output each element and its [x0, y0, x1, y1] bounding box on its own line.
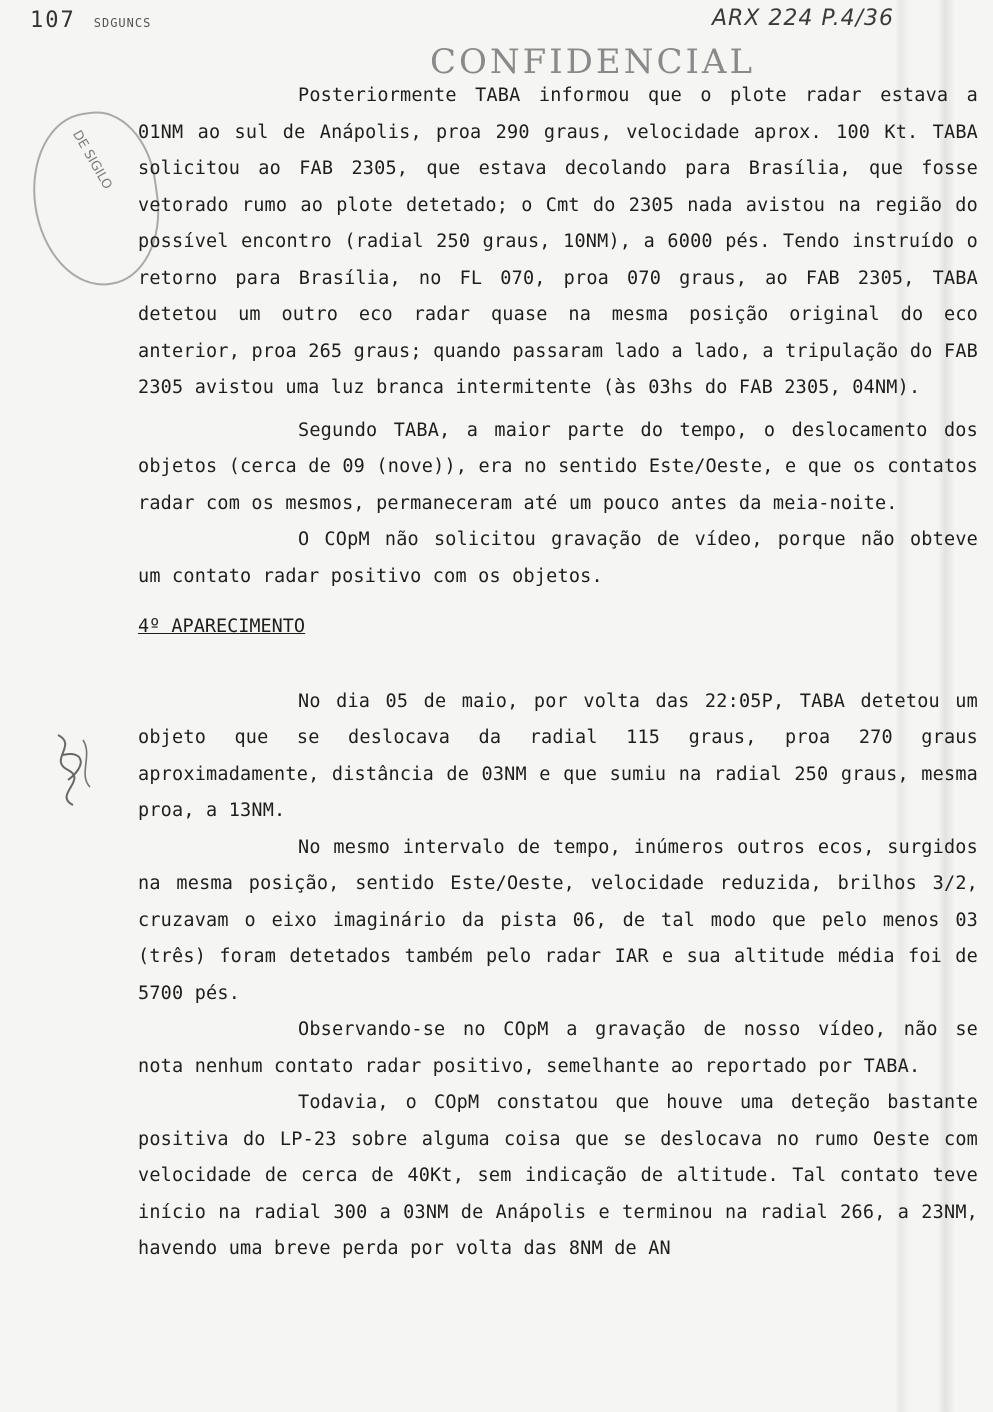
page-reference-code: SDGUNCS [93, 16, 152, 30]
classification-stamp: CONFIDENCIAL [430, 42, 756, 82]
paragraph-6: Observando-se no COpM a gravação de nosso vídeo, não se nota nenhum contato radar positivo, semelhante ao reportado por TABA. [138, 1019, 990, 1077]
paragraph-3: O COpM não solicitou gravação de vídeo, porque não obteve um contato radar positivo com os objetos. [138, 529, 990, 587]
section-title: 4º APARECIMENTO [138, 616, 306, 637]
paragraph-1: Posteriormente TABA informou que o plote radar estava a 01NM ao sul de Anápolis, proa 290 graus, velocidade aprox. 100 Kt. TABA solicitou ao FAB 2305, que estava decolando para Brasília, que fosse vetorado rumo ao plote detetado; o Cmt do 2305 nada avistou na região do possível encontro (radial 250 graus, 10NM), a 6000 pés. Tendo instruído o retorno para Brasília, no FL 070, proa 070 graus, ao FAB 2305, TABA detetou um outro eco radar quase na mesma posição original do eco anterior, proa 265 graus; quando passaram lado a lado, a tripulação do FAB 2305 avistou uma luz branca intermitente (às 03hs do FAB 2305, 04NM). [138, 85, 990, 398]
archive-reference: ARX 224 P.4/36 [712, 6, 895, 31]
page-number: 107 [30, 8, 76, 33]
handwritten-initials [38, 725, 108, 815]
paragraph-7: Todavia, o COpM constatou que houve uma deteção bastante positiva do LP-23 sobre alguma coisa que se deslocava no rumo Oeste com velocidade de cerca de 40Kt, sem indicação de altitude. Tal contato teve início na radial 300 a 03NM de Anápolis e terminou na radial 266, a 23NM, havendo uma breve perda por volta das 8NM de AN [138, 1092, 990, 1259]
paragraph-2: Segundo TABA, a maior parte do tempo, o deslocamento dos objetos (cerca de 09 (nove)), era no sentido Este/Oeste, e que os contatos radar com os mesmos, permaneceram até um pouco antes da meia-noite. [138, 419, 990, 514]
document-body [138, 78, 990, 1268]
stamp-text: DE SIGILO [69, 128, 115, 193]
page-reference [30, 8, 151, 33]
paragraph-4: No dia 05 de maio, por volta das 22:05P, TABA detetou um objeto que se deslocava da radial 115 graus, proa 270 graus aproximadamente, distância de 03NM e que sumiu na radial 250 graus, mesma proa, a 13NM. [138, 690, 990, 821]
paragraph-5: No mesmo intervalo de tempo, inúmeros outros ecos, surgidos na mesma posição, sentido Este/Oeste, velocidade reduzida, brilhos 3/2, cruzavam o eixo imaginário da pista 06, de tal modo que pelo menos 03 (três) foram detetados também pelo radar IAR e sua altitude média foi de 5700 pés. [138, 836, 990, 1004]
